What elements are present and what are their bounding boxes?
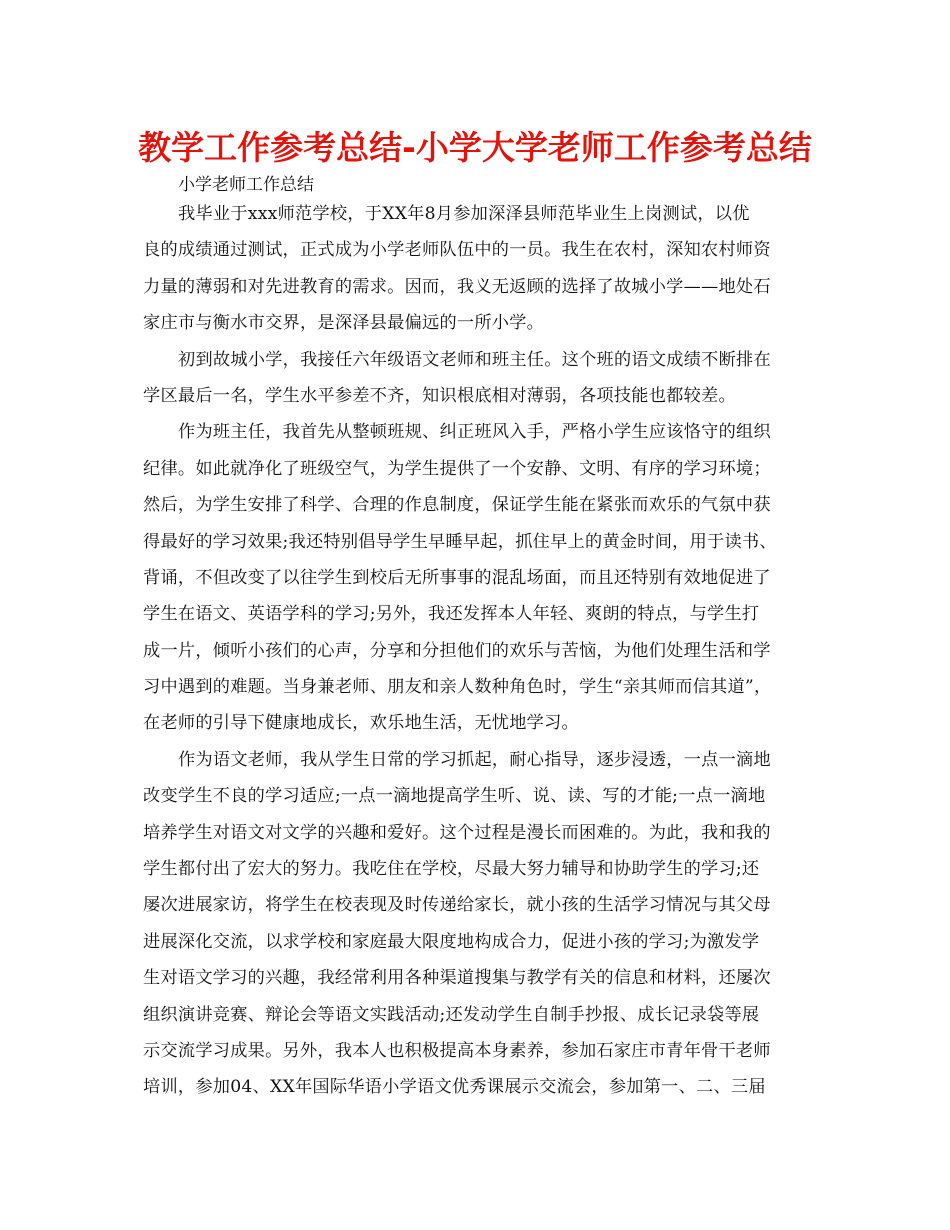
paragraph-line: 家庄市与衡水市交界，是深泽县最偏远的一所小学。 <box>143 313 545 334</box>
paragraph-line: 初到故城小学，我接任六年级语文老师和班主任。这个班的语文成绩不断排在 <box>178 349 771 370</box>
paragraph-line: 学生在语文、英语学科的学习;另外，我还发挥本人年轻、爽朗的特点，与学生打 <box>143 604 760 625</box>
paragraph-line: 我毕业于xxx师范学校，于XX年8月参加深泽县师范毕业生上岗测试，以优 <box>178 204 750 224</box>
paragraph-line: 习中遇到的难题。当身兼老师、朋友和亲人数种角色时，学生“亲其师而信其道”， <box>143 677 772 698</box>
paragraph-line: 作为班主任，我首先从整顿班规、纠正班风入手，严格小学生应该恪守的组织 <box>178 422 771 443</box>
paragraph-line: 改变学生不良的学习适应;一点一滴地提高学生听、说、读、写的才能;一点一滴地 <box>143 786 766 807</box>
paragraph-line: 纪律。如此就净化了班级空气，为学生提供了一个安静、文明、有序的学习环境； <box>143 458 771 479</box>
paragraph-line: 良的成绩通过测试，正式成为小学老师队伍中的一员。我生在农村，深知农村师资 <box>143 240 771 261</box>
paragraph-line: 屡次进展家访，将学生在校表现及时传递给家长，就小孩的生活学习情况与其父母 <box>143 895 771 916</box>
paragraph-line: 背诵，不但改变了以往学生到校后无所事事的混乱场面，而且还特别有效地促进了 <box>143 567 771 588</box>
paragraph-line: 组织演讲竞赛、辩论会等语文实践活动;还发动学生自制手抄报、成长记录袋等展 <box>143 1004 760 1025</box>
document-title: 教学工作参考总结-小学大学老师工作参考总结 <box>138 128 812 167</box>
paragraph-line: 成一片，倾听小孩们的心声，分享和分担他们的欢乐与苦恼，为他们处理生活和学 <box>143 640 771 661</box>
paragraph-line: 然后，为学生安排了科学、合理的作息制度，保证学生能在紧张而欢乐的气氛中获 <box>143 495 771 516</box>
paragraph-line: 学生都付出了宏大的努力。我吃住在学校，尽最大努力辅导和协助学生的学习;还 <box>143 859 760 880</box>
paragraph-line: 力量的薄弱和对先进教育的需求。因而，我义无返顾的选择了故城小学——地处石 <box>143 276 771 297</box>
paragraph-line: 学区最后一名，学生水平参差不齐，知识根底相对薄弱，各项技能也都较差。 <box>143 385 736 406</box>
paragraph-line: 培养学生对语文对文学的兴趣和爱好。这个过程是漫长而困难的。为此，我和我的 <box>143 822 771 843</box>
paragraph-line: 进展深化交流，以求学校和家庭最大限度地构成合力，促进小孩的学习;为激发学 <box>143 931 760 952</box>
paragraph-line: 在老师的引导下健康地成长，欢乐地生活，无忧地学习。 <box>143 713 579 734</box>
paragraph-line: 作为语文老师，我从学生日常的学习抓起，耐心指导，逐步浸透，一点一滴地 <box>178 749 771 770</box>
paragraph-line: 生对语文学习的兴趣，我经常利用各种渠道搜集与教学有关的信息和材料，还屡次 <box>143 968 771 989</box>
paragraph-line: 得最好的学习效果;我还特别倡导学生早睡早起，抓住早上的黄金时间，用于读书、 <box>143 531 777 552</box>
document-body <box>143 196 823 1106</box>
document-subtitle: 小学老师工作总结 <box>178 175 314 195</box>
paragraph-line: 培训，参加04、XX年国际华语小学语文优秀课展示交流会，参加第一、二、三届 <box>143 1077 766 1098</box>
paragraph-line: 示交流学习成果。另外，我本人也积极提高本身素养，参加石家庄市青年骨干老师 <box>143 1040 771 1061</box>
